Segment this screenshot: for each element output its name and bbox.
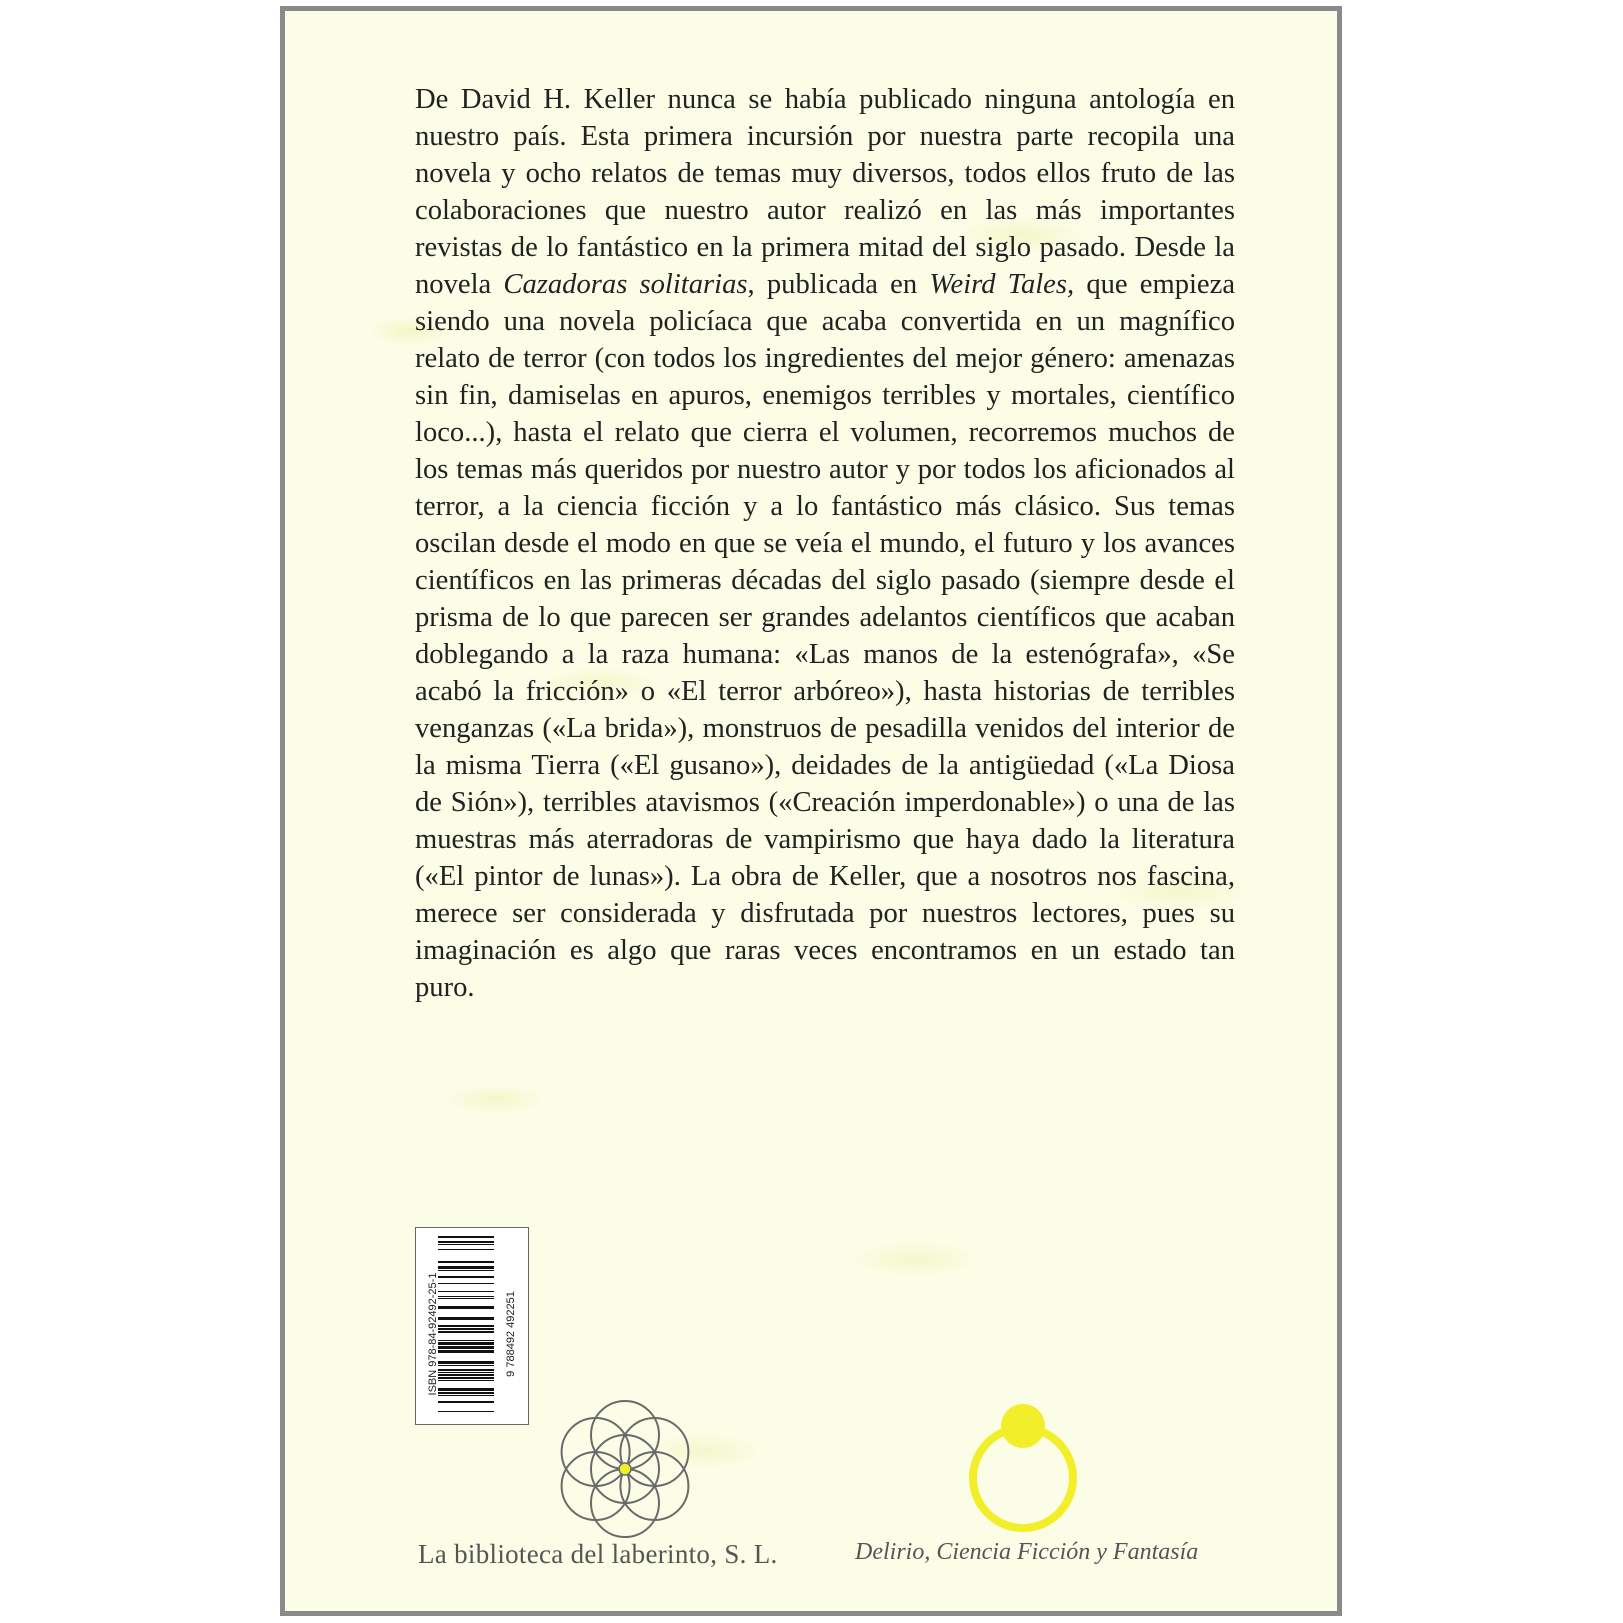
- barcode-bar: [438, 1291, 494, 1292]
- synopsis-text: [415, 81, 1235, 1006]
- barcode-bar: [438, 1395, 494, 1396]
- barcode-bar: [438, 1331, 494, 1333]
- barcode-bar: [438, 1392, 494, 1394]
- barcode-bar: [438, 1365, 494, 1366]
- barcode-bar: [438, 1388, 494, 1391]
- barcode-bar: [438, 1372, 494, 1373]
- barcode-bar: [438, 1270, 494, 1271]
- publisher-name: La biblioteca del laberinto, S. L.: [418, 1539, 778, 1569]
- barcode-bar: [438, 1328, 494, 1330]
- synopsis-part-2: , publicada en: [747, 269, 930, 300]
- barcode-bar: [438, 1298, 494, 1299]
- barcode-bar: [438, 1241, 494, 1243]
- barcode-bar: [438, 1306, 494, 1309]
- isbn-barcode: [415, 1227, 529, 1425]
- barcode-bar: [438, 1244, 494, 1245]
- barcode-bar: [438, 1369, 494, 1371]
- barcode-bar: [438, 1296, 494, 1297]
- collection-name: Delirio, Ciencia Ficción y Fantasía: [855, 1539, 1199, 1565]
- barcode-bar: [438, 1380, 494, 1381]
- barcode-bar: [438, 1350, 494, 1353]
- barcode-bar: [438, 1261, 494, 1263]
- barcode-bar: [438, 1283, 494, 1284]
- novel-title: Cazadoras solitarias: [503, 269, 748, 300]
- barcode-bar: [438, 1361, 494, 1364]
- magazine-title: Weird Tales,: [929, 269, 1075, 300]
- barcode-bar: [438, 1249, 494, 1250]
- barcode-bar: [438, 1325, 494, 1327]
- barcode-bar: [438, 1411, 494, 1412]
- collection-logo-icon: [965, 1396, 1081, 1543]
- barcode-bar: [438, 1276, 494, 1278]
- synopsis-part-3: que empieza siendo una novela policíaca que acaba convertida en un magnífico relato de terror (con todos los ingredientes del mejor género: amenazas sin fin, damiselas en apuros, enemigos terribles y mortales, científico loco...), hasta el relato que cierra el volumen, recorremos muchos de los temas más queridos por nuestro autor y por todos los aficionados al terror, a la ciencia ficción y a lo fantástico más clásico. Sus temas oscilan desde el modo en que se veía el mundo, el futuro y los avances científicos en las primeras décadas del siglo pasado (siempre desde el prisma de lo que parecen ser grandes adelantos científicos que acaban doblegando a la raza humana: «Las manos de la estenógrafa», «Se acabó la fricción» o «El terror arbóreo»), hasta historias de terribles venganzas («La brida»), monstruos de pesadilla venidos del interior de la misma Tierra («El gusano»), deidades de la antigüedad («La Diosa de Sión»), terribles atavismos («Creación imperdonable») o una de las muestras más aterradoras de vampirismo que haya dado la literatura («El pintor de lunas»). La obra de Keller, que a nosotros nos fascina, merece ser considerada y disfrutada por nuestros lectores, pues su imaginación es algo que raras veces encontramos en un estado tan puro.: [415, 269, 1236, 1003]
- barcode-bar: [438, 1236, 494, 1238]
- back-cover: [280, 6, 1342, 1616]
- barcode-bar: [438, 1377, 494, 1379]
- barcode-bar: [438, 1342, 494, 1345]
- barcode-bar: [438, 1317, 494, 1320]
- barcode-bar: [438, 1266, 494, 1269]
- barcode-bar: [438, 1401, 494, 1403]
- synopsis-part-1: De David H. Keller nunca se había publicado ninguna antología en nuestro país. Esta primera incursión por nuestra parte recopila una novela y ocho relatos de temas muy diversos, todos ellos fruto de las colaboraciones que nuestro autor realizó en las más importantes revistas de lo fantástico en la primera mitad del siglo pasado. Desde la novela: [415, 84, 1235, 300]
- barcode-bar: [438, 1346, 494, 1349]
- barcode-bar: [438, 1374, 494, 1376]
- ean-digits: 9 788492 492251: [505, 1291, 517, 1377]
- isbn-label: ISBN 978-84-92492-25-1: [427, 1272, 439, 1396]
- flower-of-life-logo-icon: [555, 1399, 695, 1544]
- barcode-bar: [438, 1340, 494, 1341]
